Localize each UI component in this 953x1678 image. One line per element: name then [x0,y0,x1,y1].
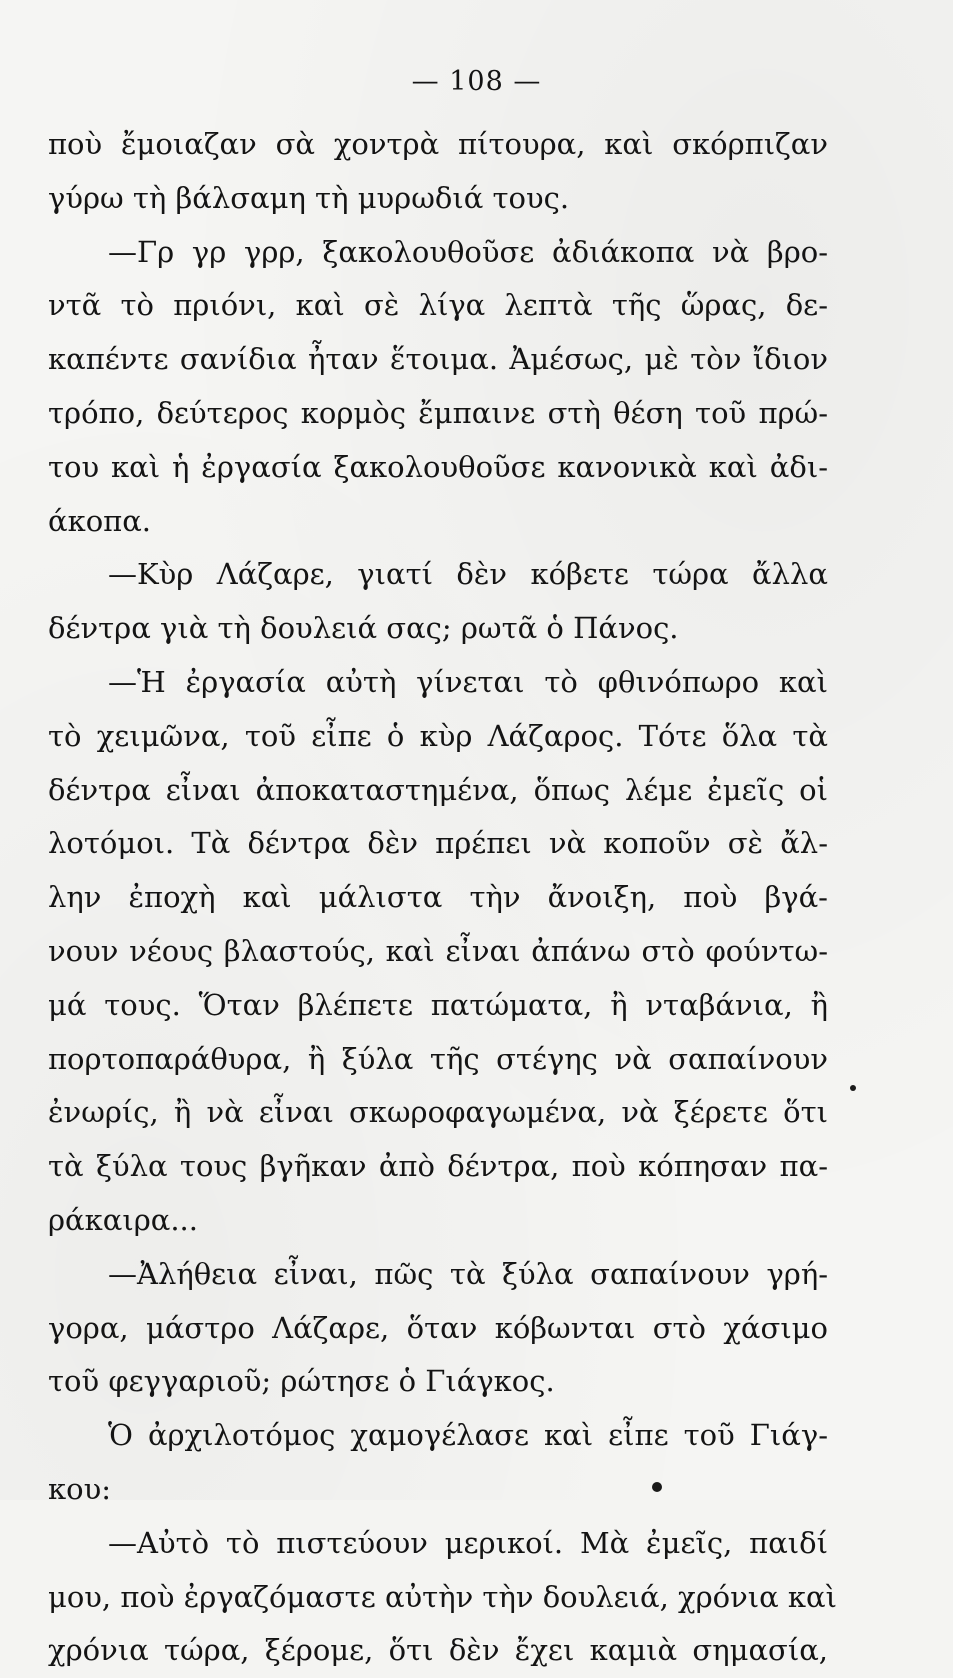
text-line: καπέντε σανίδια ἦταν ἕτοιμα. Ἀμέσως, μὲ τὸν ἴδιον [48,342,828,377]
text-line: λοτόμοι. Τὰ δέντρα δὲν πρέπει νὰ κοποῦν σὲ ἄλ- [48,826,828,861]
text-line: —Κὺρ Λάζαρε, γιατί δὲν κόβετε τώρα ἄλλα [108,557,828,592]
text-line: —Ἀλήθεια εἶναι, πῶς τὰ ξύλα σαπαίνουν γρή- [108,1256,828,1291]
text-line: του καὶ ἡ ἐργασία ξακολουθοῦσε κανονικὰ καὶ ἀδι- [48,449,828,484]
text-line: γορα, μάστρο Λάζαρε, ὅταν κόβωνται στὸ χάσιμο [48,1310,828,1345]
page-number: — 108 — [411,66,542,97]
text-line: χρόνια τώρα, ξέρομε, ὅτι δὲν ἔχει καμιὰ σημασία, [48,1633,828,1668]
text-line: τὰ ξύλα τους βγῆκαν ἀπὸ δέντρα, ποὺ κόπησαν πα- [48,1149,828,1184]
text-line: —Αὐτὸ τὸ πιστεύουν μερικοί. Μὰ ἐμεῖς, παιδί [108,1525,828,1560]
ink-speck [850,1085,856,1091]
text-line: μου, ποὺ ἐργαζόμαστε αὐτὴν τὴν δουλειά, χρόνια καὶ [48,1579,838,1614]
text-line: ράκαιρα... [48,1202,198,1237]
text-line: τρόπο, δεύτερος κορμὸς ἔμπαινε στὴ θέση τοῦ πρώ- [48,395,828,430]
text-line: κου: [48,1471,111,1506]
text-line: πορτοπαράθυρα, ἢ ξύλα τῆς στέγης νὰ σαπαίνουν [48,1041,828,1076]
text-line: Ὁ ἀρχιλοτόμος χαμογέλασε καὶ εἶπε τοῦ Γιάγ- [108,1418,828,1453]
text-line: νουν νέους βλαστούς, καὶ εἶναι ἀπάνω στὸ φούντω- [48,933,828,968]
text-line: άκοπα. [48,503,152,538]
text-line: δέντρα γιὰ τὴ δουλειά σας; ρωτᾶ ὁ Πάνος. [48,611,679,646]
text-line: γύρω τὴ βάλσαμη τὴ μυρωδιά τους. [48,180,570,215]
text-line: μά τους. Ὅταν βλέπετε πατώματα, ἢ νταβάνια, ἢ [48,987,828,1022]
text-line: ντᾶ τὸ πριόνι, καὶ σὲ λίγα λεπτὰ τῆς ὥρας, δε- [48,288,828,323]
text-line: ποὺ ἔμοιαζαν σὰ χοντρὰ πίτουρα, καὶ σκόρπιζαν [48,127,828,161]
text-line: —Γρ γρ γρρ, ξακολουθοῦσε ἀδιάκοπα νὰ βρο- [108,234,828,269]
text-line: ἐνωρίς, ἢ νὰ εἶναι σκωροφαγωμένα, νὰ ξέρετε ὅτι [48,1095,828,1130]
text-line: τὸ χειμῶνα, τοῦ εἶπε ὁ κὺρ Λάζαρος. Τότε ὅλα τὰ [48,718,828,753]
text-line: τοῦ φεγγαριοῦ; ρώτησε ὁ Γιάγκος. [48,1364,555,1399]
text-line: δέντρα εἶναι ἀποκαταστημένα, ὅπως λέμε ἐμεῖς οἱ [48,772,828,807]
body-text [48,118,838,1678]
ink-speck [652,1482,662,1492]
text-line: λην ἐποχὴ καὶ μάλιστα τὴν ἄνοιξη, ποὺ βγά- [48,880,828,915]
text-line: —Ἡ ἐργασία αὐτὴ γίνεται τὸ φθινόπωρο καὶ [108,664,828,699]
